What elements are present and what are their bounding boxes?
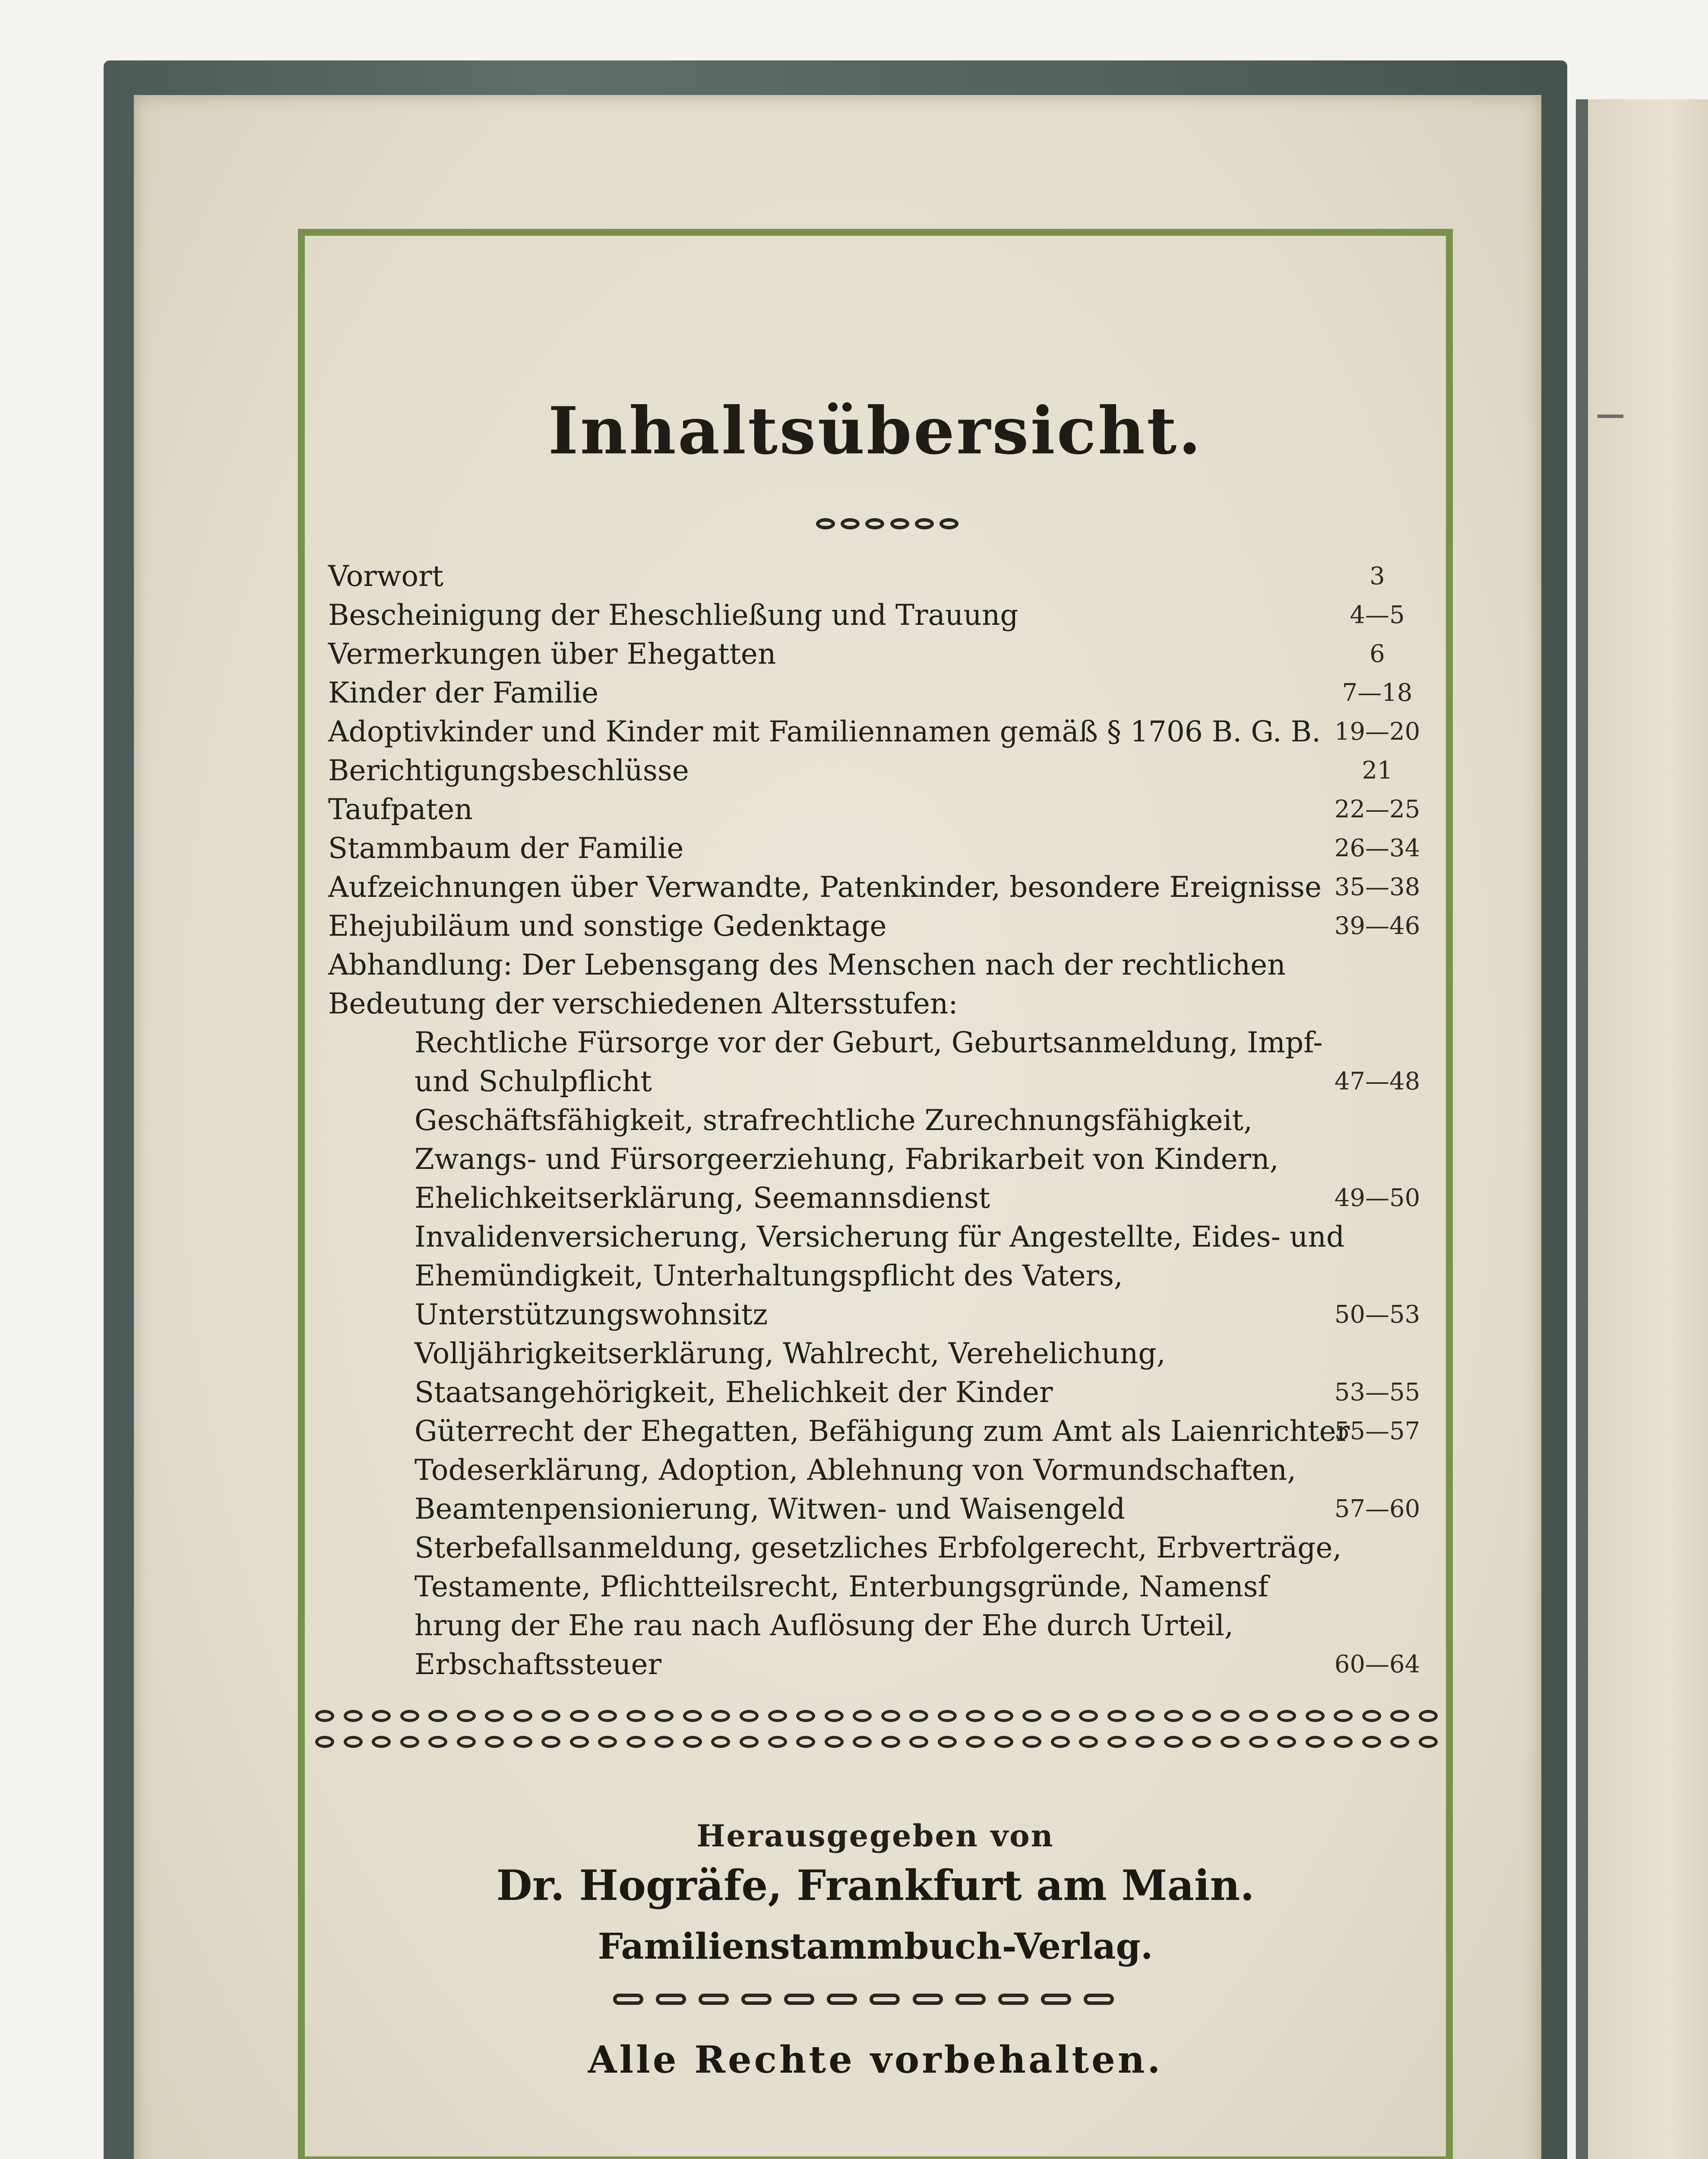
toc-entry bbox=[328, 596, 1433, 635]
toc-entry-title: Bescheinigung der Eheschließung und Trauung bbox=[328, 598, 1018, 632]
treatise-item-page: 55—57 bbox=[1334, 1417, 1420, 1445]
treatise-item-page: 57—60 bbox=[1334, 1495, 1420, 1523]
toc-entry-page: 7—18 bbox=[1342, 679, 1413, 707]
toc-entry bbox=[328, 829, 1433, 868]
toc-entry-page: 39—46 bbox=[1334, 912, 1420, 940]
toc-entry bbox=[328, 907, 1433, 946]
treatise-item-title: Volljährigkeitserklärung, Wahlrecht, Verehelichung, Staatsangehörigkeit, Ehelichkeit der Kinder bbox=[414, 1337, 1166, 1409]
toc-entry-title: Berichtigungsbeschlüsse bbox=[328, 754, 689, 787]
treatise-item-page: 50—53 bbox=[1334, 1301, 1420, 1329]
toc-entry bbox=[328, 557, 1433, 596]
toc-entry-title: Aufzeichnungen über Verwandte, Patenkinder, besondere Ereignisse bbox=[328, 871, 1322, 904]
toc-entry-page: 19—20 bbox=[1334, 718, 1420, 746]
toc-entry-title: Vorwort bbox=[328, 560, 444, 593]
binding-thread bbox=[1597, 415, 1623, 418]
treatise-item-page: 53—55 bbox=[1334, 1378, 1420, 1406]
treatise-item bbox=[328, 1101, 1433, 1218]
treatise-item-title: Güterrecht der Ehegatten, Befähigung zum Amt als Laienrichter bbox=[414, 1415, 1350, 1448]
treatise-item bbox=[328, 1412, 1433, 1451]
treatise-heading-text: Abhandlung: Der Lebensgang des Menschen nach der rechtlichen Bedeutung der verschiedenen Altersstufen: bbox=[328, 948, 1286, 1020]
rights-notice: Alle Rechte vorbehalten. bbox=[588, 2038, 1163, 2082]
toc-entry-title: Ehejubiläum und sonstige Gedenktage bbox=[328, 909, 887, 943]
page-title: Inhaltsübersicht. bbox=[548, 393, 1203, 469]
divider-ornament bbox=[613, 1991, 1114, 2008]
treatise-item-title: Rechtliche Fürsorge vor der Geburt, Geburtsanmeldung, Impf- und Schulpflicht bbox=[414, 1026, 1323, 1098]
treatise-item-title: Invalidenversicherung, Versicherung für Angestellte, Eides- und Ehemündigkeit, Unterhaltungspflicht des Vaters, Unterstützungswohnsitz bbox=[414, 1220, 1345, 1331]
treatise-item bbox=[328, 1529, 1433, 1684]
treatise-item-title: Sterbefallsanmeldung, gesetzliches Erbfolgerecht, Erbverträge, Testamente, Pflichtteilsrecht, Enterbungsgründe, Namensf hrung der Ehe rau nach Auflösung der Ehe durch Urteil, Erbschaftssteuer bbox=[414, 1531, 1342, 1681]
toc-entry-title: Adoptivkinder und Kinder mit Familiennamen gemäß § 1706 B. G. B. bbox=[328, 715, 1321, 748]
toc-entry-page: 3 bbox=[1370, 562, 1385, 590]
treatise-item-title: Geschäftsfähigkeit, strafrechtliche Zurechnungsfähigkeit, Zwangs- und Fürsorgeerziehung, Fabrikarbeit von Kindern, Ehelichkeitserklärung, Seemannsdienst bbox=[414, 1104, 1279, 1215]
toc-entry-page: 26—34 bbox=[1334, 834, 1420, 862]
treatise-item bbox=[328, 1023, 1433, 1101]
treatise-item-title: Todeserklärung, Adoption, Ablehnung von Vormundschaften, Beamtenpensionierung, Witwen- und Waisengeld bbox=[414, 1453, 1297, 1526]
toc-entry-title: Taufpaten bbox=[328, 793, 473, 826]
treatise-item bbox=[328, 1334, 1433, 1412]
toc-entry bbox=[328, 674, 1433, 712]
treatise-item bbox=[328, 1451, 1433, 1529]
treatise-item bbox=[328, 1218, 1433, 1334]
toc-entry bbox=[328, 712, 1433, 751]
publisher-house: Familienstammbuch-Verlag. bbox=[598, 1926, 1153, 1967]
treatise-item-page: 47—48 bbox=[1334, 1067, 1420, 1095]
toc-entry bbox=[328, 751, 1433, 790]
toc-entry-title: Vermerkungen über Ehegatten bbox=[328, 637, 776, 671]
treatise-item-page: 49—50 bbox=[1334, 1184, 1420, 1212]
toc-entry-page: 6 bbox=[1370, 640, 1385, 668]
toc-entry bbox=[328, 868, 1433, 907]
table-of-contents bbox=[328, 557, 1433, 1684]
toc-entry-page: 35—38 bbox=[1334, 873, 1420, 901]
chain-ornament-bottom bbox=[315, 1736, 1438, 1751]
toc-entry-page: 4—5 bbox=[1350, 601, 1405, 629]
toc-entry bbox=[328, 635, 1433, 674]
chain-ornament-top bbox=[315, 1710, 1438, 1725]
toc-entry-page: 22—25 bbox=[1334, 795, 1420, 823]
toc-entry-title: Kinder der Familie bbox=[328, 676, 599, 709]
facing-page-edge bbox=[1576, 99, 1708, 2159]
publisher-intro: Herausgegeben von bbox=[696, 1818, 1054, 1854]
publisher-name: Dr. Hogräfe, Frankfurt am Main. bbox=[496, 1861, 1255, 1910]
title-ornament bbox=[816, 518, 958, 534]
toc-entry-page: 21 bbox=[1362, 757, 1393, 785]
toc-entry-title: Stammbaum der Familie bbox=[328, 832, 684, 865]
treatise-item-page: 60—64 bbox=[1334, 1650, 1420, 1678]
treatise-heading bbox=[328, 946, 1433, 1023]
toc-entry bbox=[328, 790, 1433, 829]
